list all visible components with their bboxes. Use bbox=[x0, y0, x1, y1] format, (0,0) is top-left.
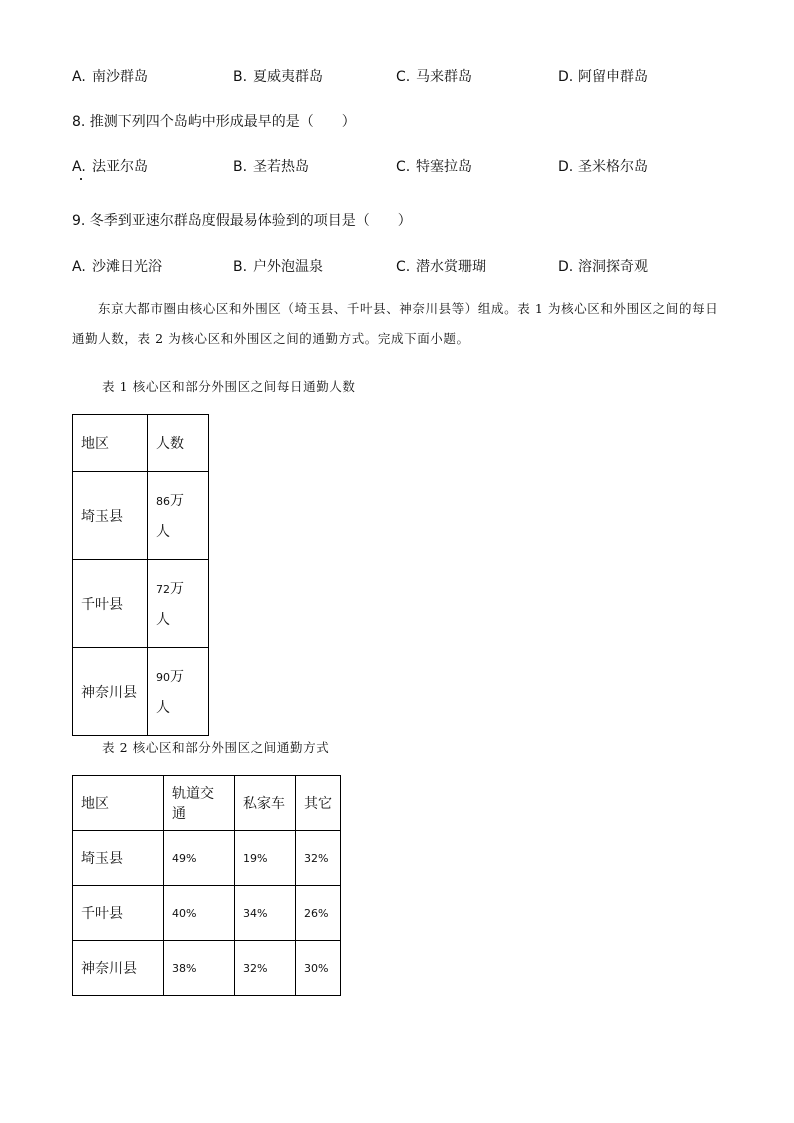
table1-caption: 表 1 核心区和部分外围区之间每日通勤人数 bbox=[102, 379, 356, 394]
table1-header-row bbox=[73, 415, 209, 472]
q9-option-c: C. 潜水赏珊瑚 bbox=[396, 259, 486, 275]
q9-option-a: A. 沙滩日光浴 bbox=[72, 259, 162, 275]
table2-header-car: 私家车 bbox=[235, 776, 296, 831]
table2-region-cell: 神奈川县 bbox=[73, 941, 164, 996]
table1-region-cell: 千叶县 bbox=[73, 560, 148, 648]
table2-other-cell: 30% bbox=[296, 941, 341, 996]
q7-options bbox=[72, 66, 752, 88]
table2-region-cell: 千叶县 bbox=[73, 886, 164, 941]
table-row bbox=[73, 886, 341, 941]
table1-count-cell: 72万 人 bbox=[148, 560, 209, 648]
q8-option-d: D. 圣米格尔岛 bbox=[558, 159, 648, 175]
table2-rail-cell: 40% bbox=[164, 886, 235, 941]
q7-option-b: B. 夏威夷群岛 bbox=[233, 69, 323, 85]
q7-option-a: A. 南沙群岛 bbox=[72, 69, 148, 85]
q7-option-c: C. 马来群岛 bbox=[396, 69, 472, 85]
table2-header-row bbox=[73, 776, 341, 831]
table1-header-count: 人数 bbox=[148, 415, 209, 472]
table2-car-cell: 34% bbox=[235, 886, 296, 941]
table2-rail-cell: 49% bbox=[164, 831, 235, 886]
q9-options bbox=[72, 256, 752, 278]
table-row bbox=[73, 472, 209, 560]
table2-other-cell: 32% bbox=[296, 831, 341, 886]
q9-option-d: D. 溶洞探奇观 bbox=[558, 259, 648, 275]
table1-count-cell: 90万 人 bbox=[148, 648, 209, 736]
table2-caption: 表 2 核心区和部分外围区之间通勤方式 bbox=[102, 740, 330, 755]
table2-car-cell: 19% bbox=[235, 831, 296, 886]
table-row bbox=[73, 941, 341, 996]
table-row bbox=[73, 831, 341, 886]
table1-header-region: 地区 bbox=[73, 415, 148, 472]
stray-dot bbox=[80, 178, 82, 180]
q7-option-d: D. 阿留申群岛 bbox=[558, 69, 648, 85]
q9-question: 9. 冬季到亚速尔群岛度假最易体验到的项目是（ ） bbox=[72, 213, 412, 229]
table-row bbox=[73, 648, 209, 736]
q8-options bbox=[72, 156, 752, 178]
q8-question: 8. 推测下列四个岛屿中形成最早的是（ ） bbox=[72, 114, 356, 130]
table1-region-cell: 神奈川县 bbox=[73, 648, 148, 736]
table2 bbox=[72, 775, 341, 996]
q8-option-b: B. 圣若热岛 bbox=[233, 159, 309, 175]
table2-other-cell: 26% bbox=[296, 886, 341, 941]
table1 bbox=[72, 414, 209, 736]
table2-region-cell: 埼玉县 bbox=[73, 831, 164, 886]
q9-option-b: B. 户外泡温泉 bbox=[233, 259, 323, 275]
table2-car-cell: 32% bbox=[235, 941, 296, 996]
table1-region-cell: 埼玉县 bbox=[73, 472, 148, 560]
table-row bbox=[73, 560, 209, 648]
q8-option-c: C. 特塞拉岛 bbox=[396, 159, 472, 175]
table2-rail-cell: 38% bbox=[164, 941, 235, 996]
table2-header-other: 其它 bbox=[296, 776, 341, 831]
table1-count-cell: 86万 人 bbox=[148, 472, 209, 560]
table2-header-rail: 轨道交通 bbox=[164, 776, 235, 831]
passage-text: 东京大都市圈由核心区和外围区（埼玉县、千叶县、神奈川县等）组成。表 1 为核心区和外围区之间的每日通勤人数，表 2 为核心区和外围区之间的通勤方式。完成下面小题。 bbox=[72, 301, 719, 346]
q8-option-a: A. 法亚尔岛 bbox=[72, 159, 148, 175]
table2-header-region: 地区 bbox=[73, 776, 164, 831]
